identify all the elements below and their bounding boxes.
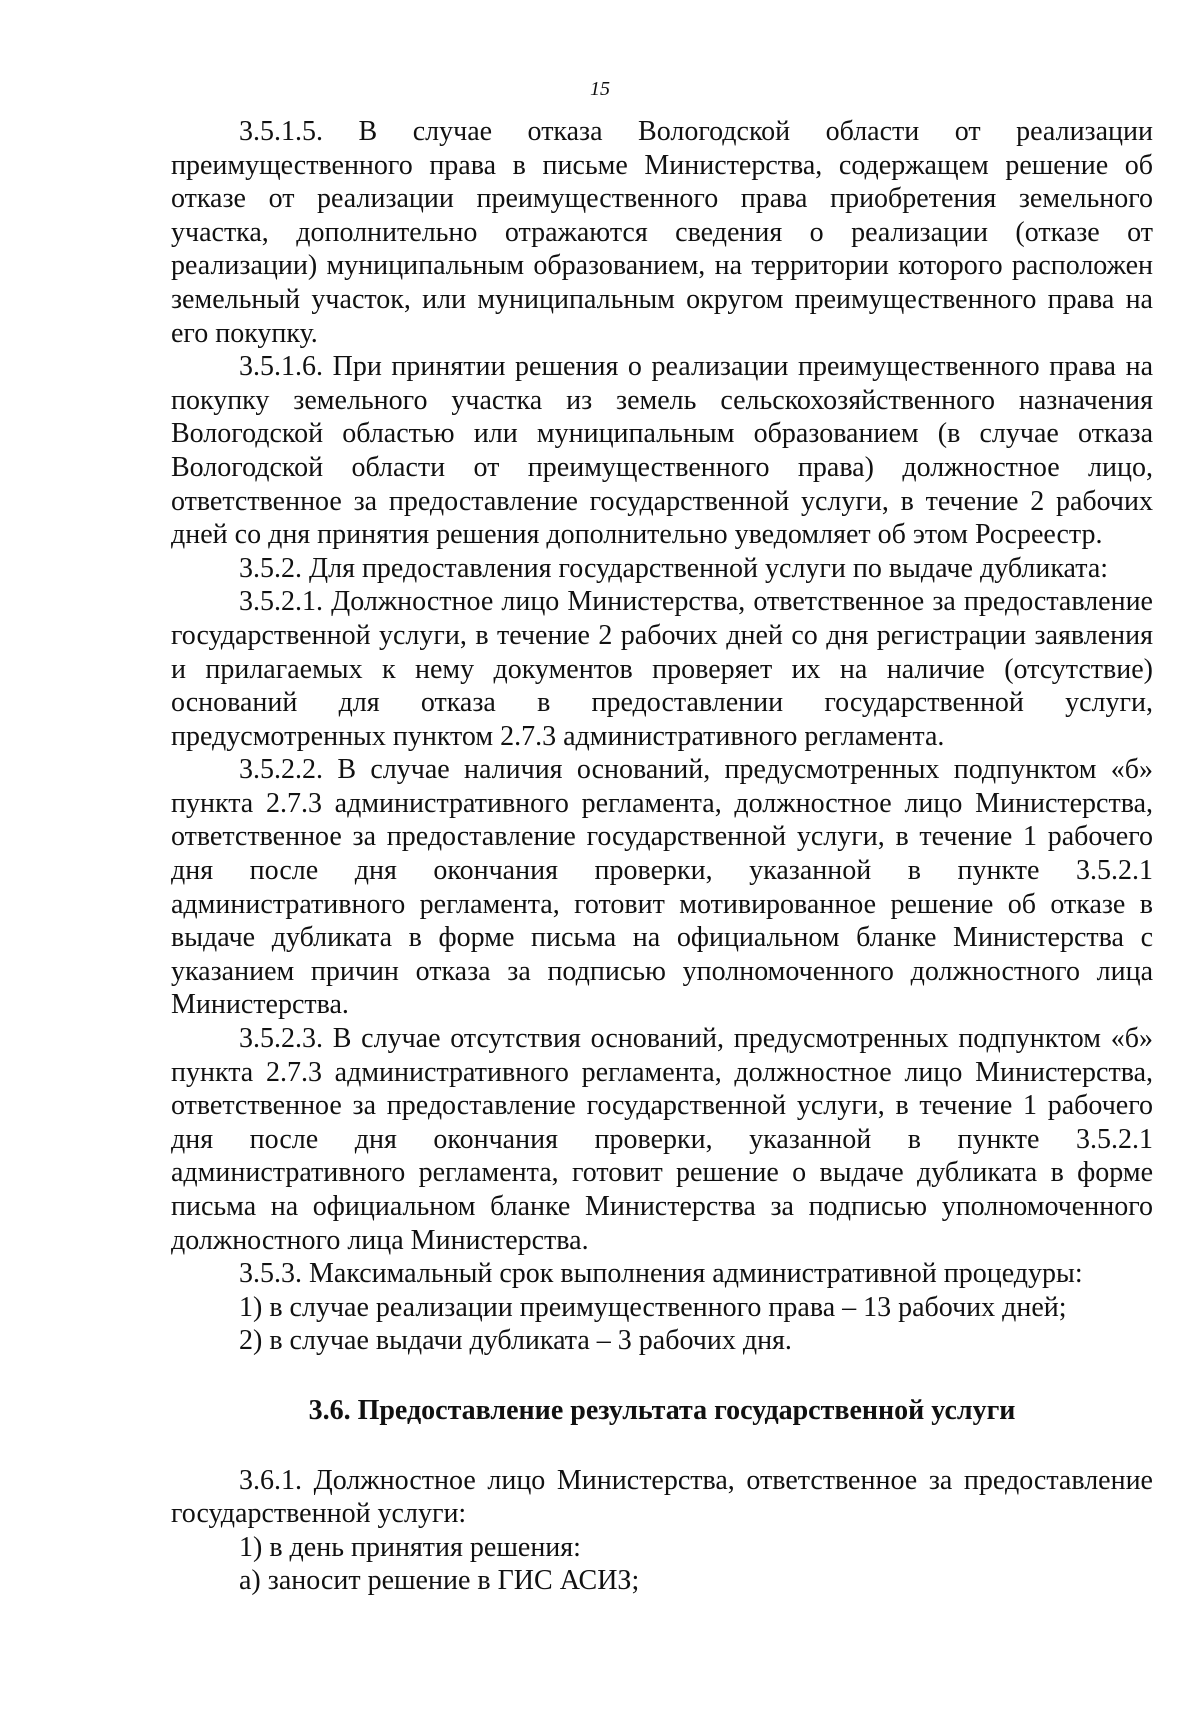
- paragraph-3-6-1: 3.6.1. Должностное лицо Министерства, ответственное за предоставление государственной услуги:: [171, 1464, 1153, 1530]
- section-heading-3-6: 3.6. Предоставление результата государственной услуги: [308, 1394, 1016, 1426]
- paragraph-3-5-3: 3.5.3. Максимальный срок выполнения административной процедуры:: [239, 1258, 1083, 1290]
- paragraph-3-5-1-6: 3.5.1.6. При принятии решения о реализации преимущественного права на покупку земельного участка из земель сельскохозяйственного назначения Вологодской областью или муниципальным образованием (в случае отказа Вологодской области от преимущественного права) должностное лицо, ответственное за предоставление государственной услуги, в течение 2 рабочих дней со дня принятия решения дополнительно уведомляет об этом Росреестр.: [171, 351, 1153, 551]
- list-item-3-6-1-1: 1) в день принятия решения:: [239, 1531, 581, 1563]
- document-body: [171, 115, 1153, 1598]
- paragraph-3-5-2-1: 3.5.2.1. Должностное лицо Министерства, ответственное за предоставление государственной услуги, в течение 2 рабочих дней со дня регистрации заявления и прилагаемых к нему документов проверяет их на наличие (отсутствие) оснований для отказа в предоставлении государственной услуги, предусмотренных пунктом 2.7.3 административного регламента.: [171, 586, 1153, 752]
- list-item-2: 2) в случае выдачи дубликата – 3 рабочих дня.: [239, 1325, 792, 1357]
- list-item-1: 1) в случае реализации преимущественного права – 13 рабочих дней;: [239, 1291, 1067, 1323]
- paragraph-3-5-2: 3.5.2. Для предоставления государственной услуги по выдаче дубликата:: [239, 552, 1109, 584]
- paragraph-3-5-2-2: 3.5.2.2. В случае наличия оснований, предусмотренных подпунктом «б» пункта 2.7.3 административного регламента, должностное лицо Министерства, ответственное за предоставление государственной услуги, в течение 1 рабочего дня после дня окончания проверки, указанной в пункте 3.5.2.1 административного регламента, готовит мотивированное решение об отказе в выдаче дубликата в форме письма на официальном бланке Министерства с указанием причин отказа за подписью уполномоченного должностного лица Министерства.: [171, 754, 1153, 1021]
- list-item-3-6-1-1-a: а) заносит решение в ГИС АСИЗ;: [239, 1565, 640, 1597]
- paragraph-3-5-2-3: 3.5.2.3. В случае отсутствия оснований, предусмотренных подпунктом «б» пункта 2.7.3 административного регламента, должностное лицо Министерства, ответственное за предоставление государственной услуги, в течение 1 рабочего дня после дня окончания проверки, указанной в пункте 3.5.2.1 административного регламента, готовит решение о выдаче дубликата в форме письма на официальном бланке Министерства за подписью уполномоченного должностного лица Министерства.: [171, 1023, 1153, 1256]
- page-number: 15: [590, 78, 610, 100]
- paragraph-3-5-1-5: 3.5.1.5. В случае отказа Вологодской области от реализации преимущественного права в письме Министерства, содержащем решение об отказе от реализации преимущественного права приобретения земельного участка, дополнительно отражаются сведения о реализации (отказе от реализации) муниципальным образованием, на территории которого расположен земельный участок, или муниципальным округом преимущественного права на его покупку.: [171, 116, 1153, 349]
